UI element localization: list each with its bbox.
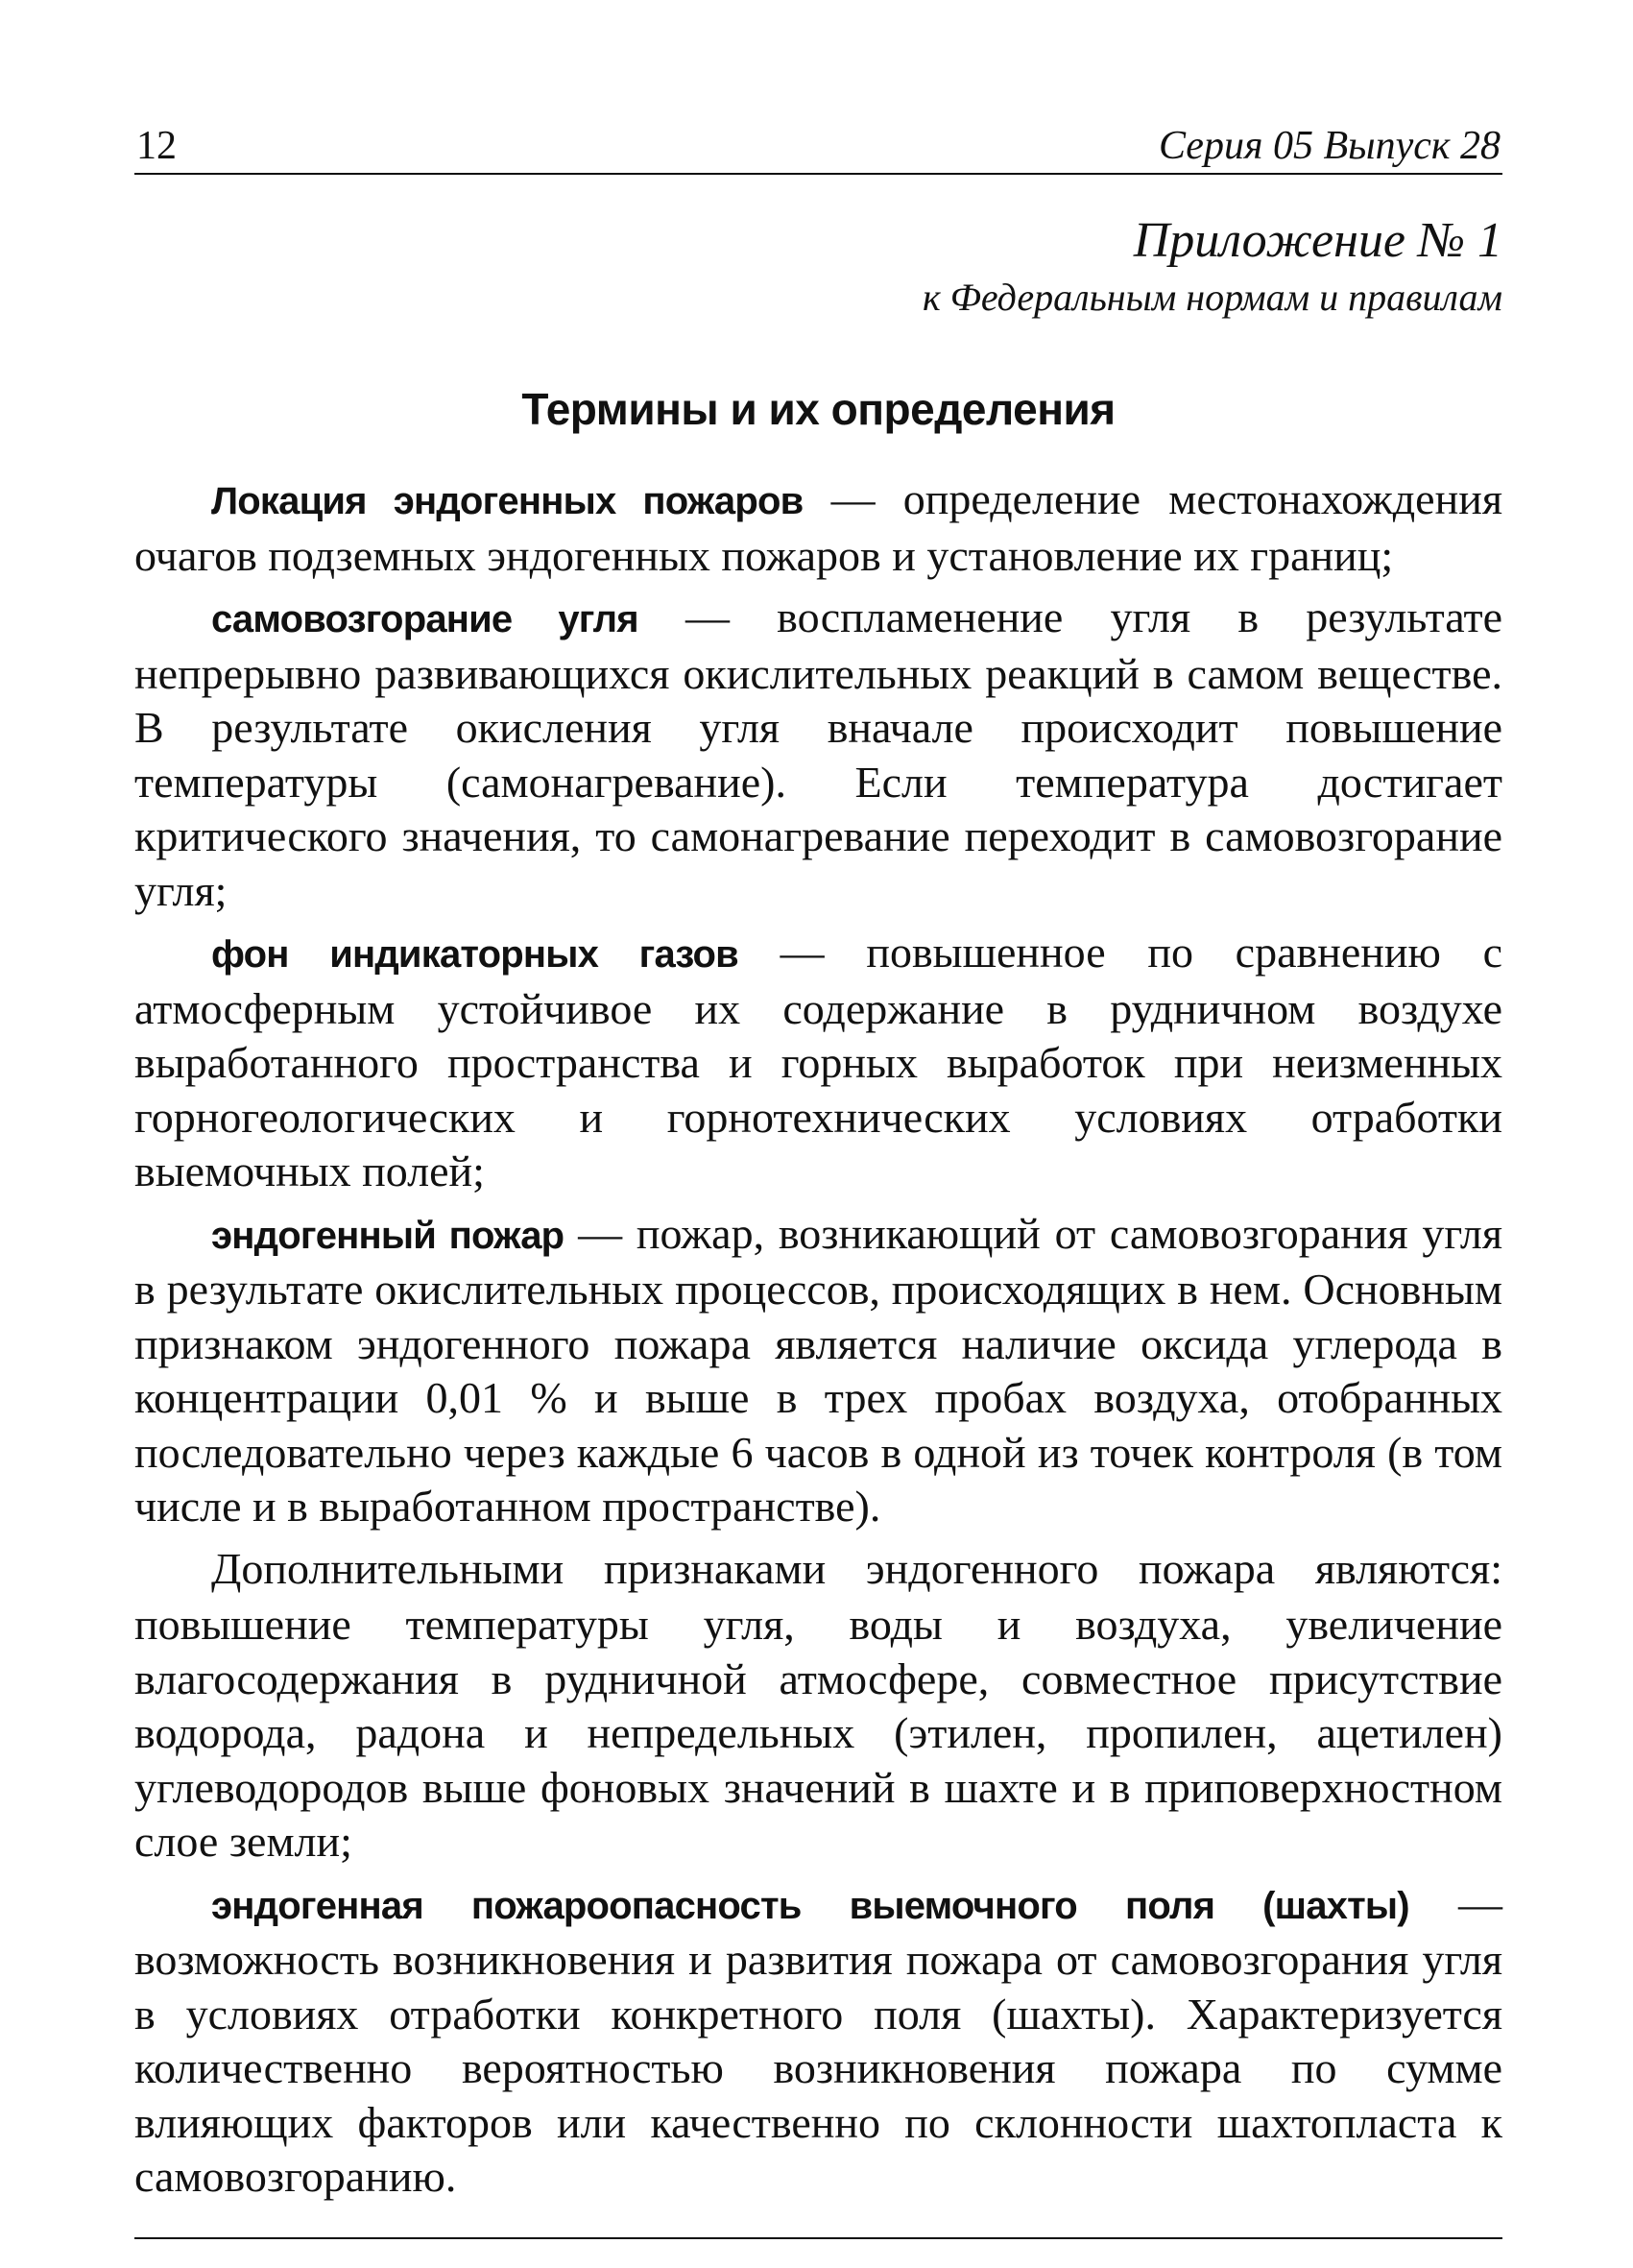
page-number: 12 [136, 124, 177, 168]
document-page [134, 115, 1502, 2239]
appendix-subtitle: к Федеральным нормам и правилам [923, 276, 1502, 319]
defined-term: самовозгорание угля [211, 598, 638, 640]
section-title: Термины и их определения [521, 384, 1116, 434]
definition-paragraph [134, 1877, 1502, 2205]
defined-term: Локация эндогенных пожаров [211, 480, 804, 522]
definition-paragraph [134, 472, 1502, 583]
running-header [134, 115, 1502, 175]
body-paragraph [134, 1542, 1502, 1870]
body-text [134, 472, 1502, 2205]
definition-paragraph [134, 1207, 1502, 1534]
definition-text: — пожар, возникающий от самовозгорания угля в результате окислительных процессов, происходящих в нем. Основным признаком эндогенного пожара является наличие оксида углерода в концентрации 0,01 % и выше в трех пробах воздуха, отобранных последовательно через каждые 6 часов в одной из точек контроля (в том числе и в выработанном пространстве). [134, 1208, 1502, 1531]
defined-term: фон индикаторных газов [211, 933, 738, 976]
definition-text: — повышенное по сравнению с атмосферным устойчивое их содержание в рудничном воздухе выработанного пространства и горных выработок при неизменных горногеологических и горнотехнических условиях отработки выемочных полей; [134, 928, 1502, 1195]
definition-paragraph [134, 591, 1502, 918]
definition-text: — определение местонахождения очагов подземных эндогенных пожаров и установление их границ; [134, 474, 1502, 580]
defined-term: эндогенная пожароопасность выемочного поля (шахты) [211, 1884, 1409, 1927]
definition-text: — возможность возникновения и развития пожара от самовозгорания угля в условиях отработки конкретного поля (шахты). Характеризуется количественно вероятностью возникновения пожара по сумме влияющих факторов или качественно по склонности шахтопласта к самовозгоранию. [134, 1878, 1503, 2201]
paragraph-text: Дополнительными признаками эндогенного пожара являются: повышение температуры угля, воды и воздуха, увеличение влагосодержания в рудничной атмосфере, совместное присутствие водорода, радона и непредельных (этилен, пропилен, ацетилен) углеводородов выше фоновых значений в шахте и в приповерхностном слое земли; [134, 1543, 1502, 1866]
definition-text: — воспламенение угля в результате непрерывно развивающихся окислительных реакций в самом веществе. В результате окисления угля вначале происходит повышение температуры (самонагревание). Если температура достигает критического значения, то самонагревание переходит в самовозгорание угля; [134, 592, 1502, 915]
definition-paragraph [134, 926, 1502, 1199]
series-issue-label: Серия 05 Выпуск 28 [1159, 124, 1501, 168]
appendix-title: Приложение № 1 [1133, 213, 1502, 268]
defined-term: эндогенный пожар [211, 1214, 564, 1257]
bottom-divider [134, 2237, 1502, 2239]
